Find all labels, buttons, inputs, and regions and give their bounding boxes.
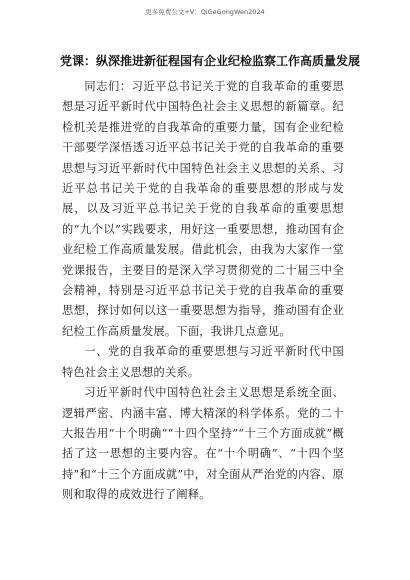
document-body [62, 77, 344, 506]
paragraph-intro: 同志们：习近平总书记关于党的自我革命的重要思想是习近平新时代中国特色社会主义思想的新篇章。纪检机关是推进党的自我革命的重要力量，国有企业纪检干部要学深悟透习近平总书记关于党的自我革命的重要思想与习近平新时代中国特色社会主义思想的关系、习近平总书记关于党的自我革命的重要思想的形成与发展，以及习近平总书记关于党的自我革命的重要思想的“九个以”实践要求，用好这一重要思想，推动国有企业纪检工作高质量发展。借此机会，由我为大家作一堂党课报告，主要目的是深入学习贯彻党的二十届三中全会精神，特别是习近平总书记关于党的自我革命的重要思想，探讨如何以这一重要思想为指导，推动国有企业纪检工作高质量发展。下面，我讲几点意见。 [62, 80, 344, 338]
document-title: 党课：纵深推进新征程国有企业纪检监察工作高质量发展 [60, 54, 361, 68]
section-heading-1: 一、党的自我革命的重要思想与习近平新时代中国特色社会主义思想的关系。 [62, 345, 344, 379]
page-header: 更多免费公文+V：QiGeGongWen2024 [145, 8, 265, 16]
paragraph-section-1: 习近平新时代中国特色社会主义思想是系统全面、逻辑严密、内涵丰富、博大精深的科学体系。党的二十大报告用“十个明确”“十四个坚持”“十三个方面成就”概括了这一思想的主要内容。在“十个明确”、“十四个坚持”和“十三个方面成就”中，对全面从严治党的内容、原则和取得的成效进行了阐释。 [62, 386, 344, 502]
